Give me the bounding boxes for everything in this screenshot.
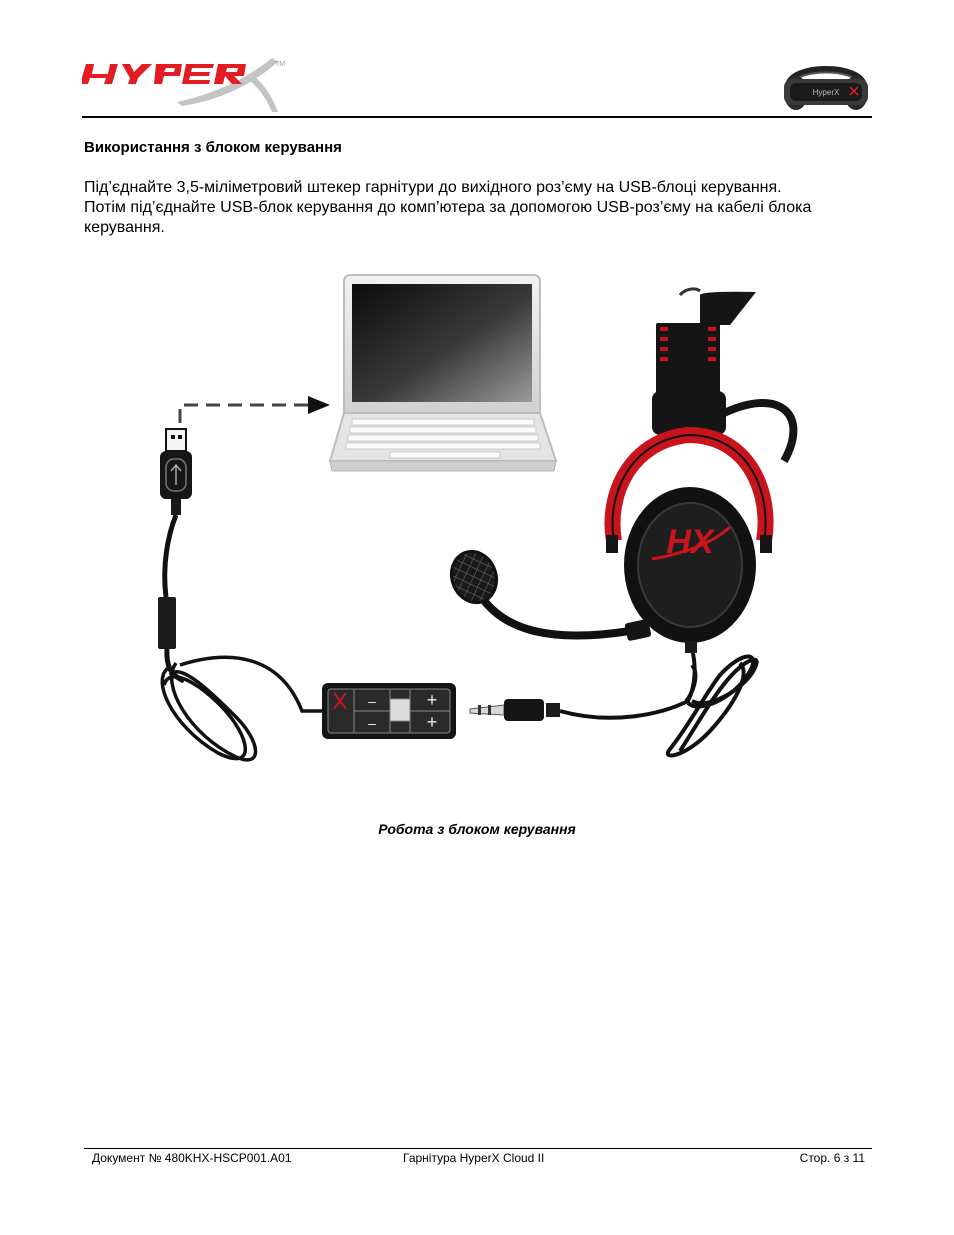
- audio-jack-icon: [470, 699, 560, 721]
- figure-caption: Робота з блоком керування: [378, 821, 576, 837]
- intro-line-2: Потім під’єднайте USB-блок керування до комп’ютера за допомогою USB-роз’єму на кабелі блока: [84, 199, 812, 216]
- volume-down-top: –: [368, 693, 376, 709]
- hyperx-logo: [82, 54, 292, 116]
- footer-divider: [84, 1148, 872, 1149]
- connection-arrow: [180, 396, 330, 423]
- cable-coil-left: [162, 657, 326, 760]
- intro-paragraph: [84, 178, 874, 238]
- earcup-logo: HX: [666, 523, 714, 561]
- microphone-icon: [444, 545, 651, 641]
- intro-line-3: керування.: [84, 219, 165, 236]
- control-box-icon: [322, 683, 456, 739]
- volume-down-bottom: –: [368, 715, 376, 731]
- usb-plug-icon: [160, 429, 192, 515]
- volume-up-bottom: +: [426, 712, 438, 732]
- footer-page-number: Стор. 6 з 11: [799, 1151, 865, 1165]
- headset-icon: [606, 289, 793, 653]
- thumbnail-brand-label: HyperX: [812, 88, 840, 97]
- usb-cable: [158, 515, 184, 681]
- connection-diagram: [140, 265, 820, 775]
- footer-product-name: Гарнітура HyperX Cloud II: [403, 1151, 545, 1165]
- trademark: TM: [275, 61, 286, 68]
- footer-document-number: Документ № 480KHX-HSCP001.A01: [92, 1151, 292, 1165]
- headset-cable: [560, 649, 757, 755]
- laptop-icon: [330, 275, 556, 471]
- volume-up-top: +: [426, 690, 438, 710]
- section-heading: Використання з блоком керування: [84, 139, 342, 156]
- header-divider: [82, 116, 872, 118]
- logo-letters: [82, 64, 246, 84]
- page-header: [0, 0, 954, 120]
- headset-thumbnail-icon: [780, 57, 872, 113]
- intro-line-1: Під’єднайте 3,5-міліметровий штекер гарнітури до вихідного роз’єму на USB-блоці керування.: [84, 179, 782, 196]
